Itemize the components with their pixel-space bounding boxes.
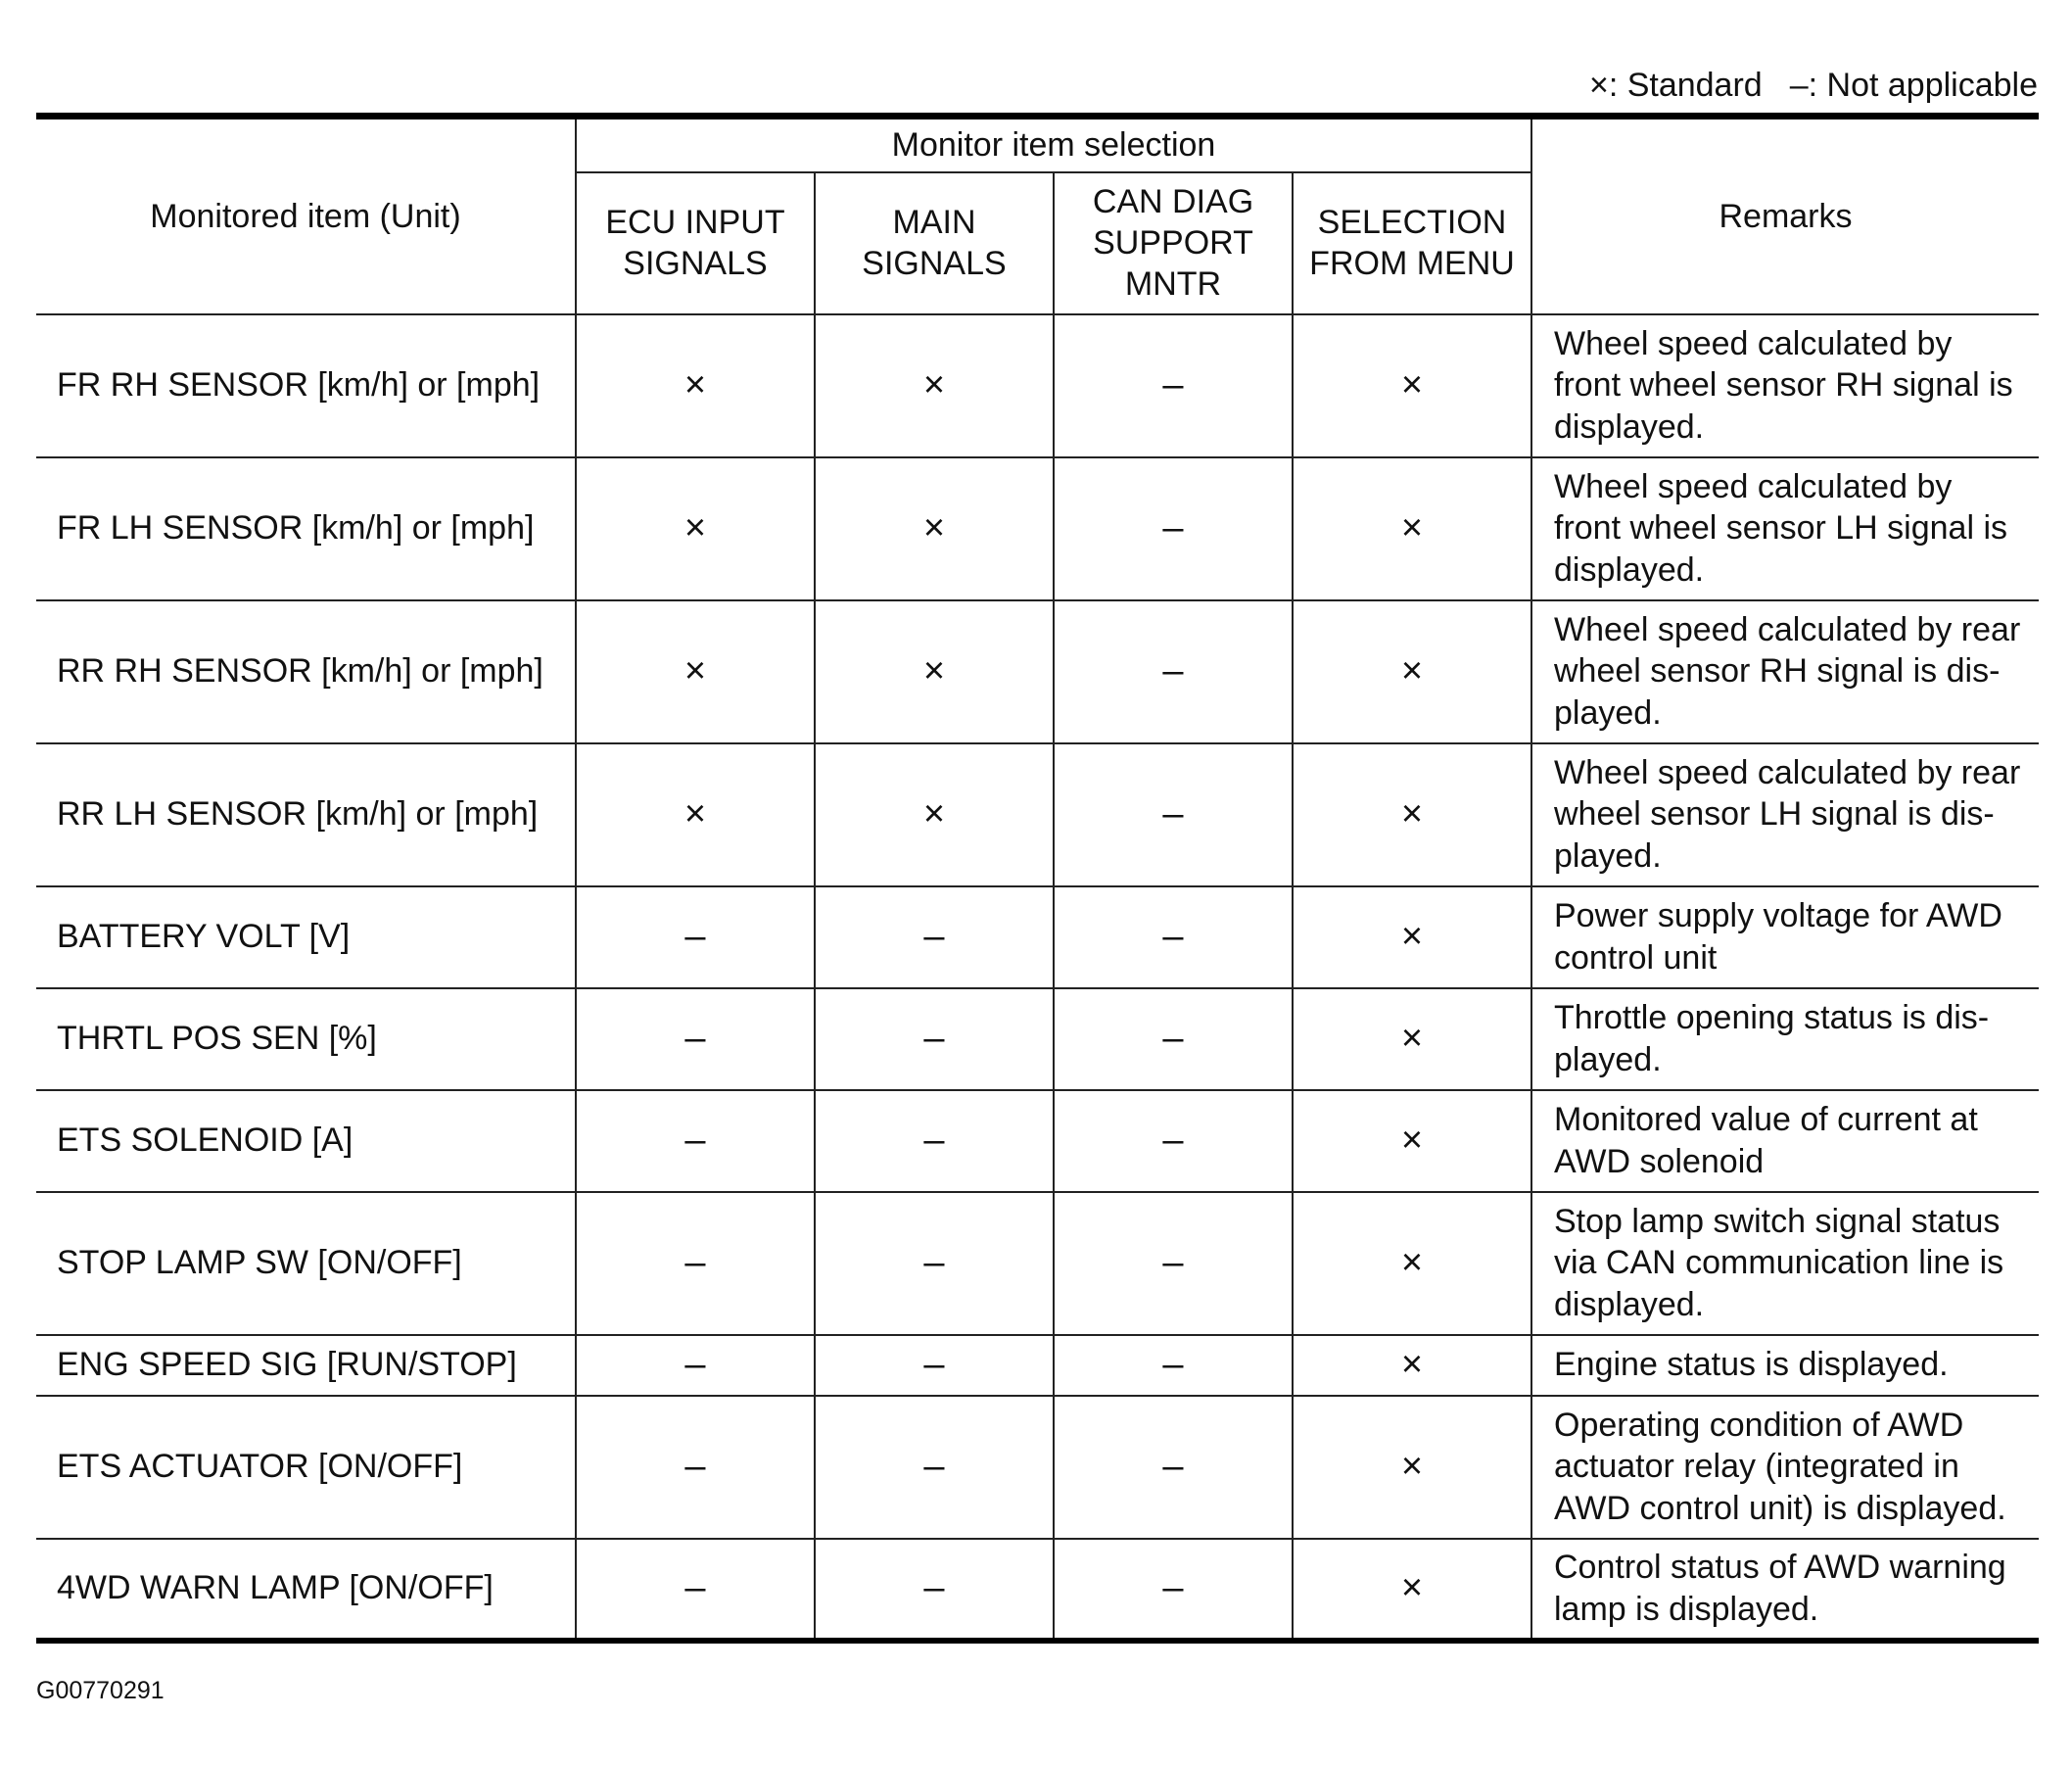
mark-cell: × bbox=[815, 743, 1054, 886]
mark-cell: × bbox=[1293, 1539, 1531, 1641]
remark-cell: Power supply voltage for AWD control unit bbox=[1531, 886, 2039, 988]
mark-cell: – bbox=[1054, 743, 1293, 886]
not-applicable-label: : Not applicable bbox=[1808, 67, 2038, 104]
item-cell: ETS ACTUATOR [ON/OFF] bbox=[36, 1396, 576, 1539]
mark-cell: – bbox=[576, 886, 815, 988]
remark-cell: Monitored value of current at AWD solenoid bbox=[1531, 1090, 2039, 1192]
mark-cell: × bbox=[1293, 457, 1531, 600]
mark-cell: – bbox=[576, 1396, 815, 1539]
table-row bbox=[36, 1396, 2039, 1539]
mark-cell: × bbox=[576, 600, 815, 743]
table-row bbox=[36, 600, 2039, 743]
mark-cell: × bbox=[1293, 600, 1531, 743]
header-can-diag-support-mntr: CAN DIAG SUPPORT MNTR bbox=[1054, 172, 1293, 314]
monitor-item-table-wrapper bbox=[36, 113, 2039, 1644]
remark-cell: Operating condition of AWD actuator relay (integrated in AWD control unit) is displayed. bbox=[1531, 1396, 2039, 1539]
remark-cell: Stop lamp switch signal status via CAN communication line is displayed. bbox=[1531, 1192, 2039, 1335]
item-cell: BATTERY VOLT [V] bbox=[36, 886, 576, 988]
mark-cell: – bbox=[576, 988, 815, 1090]
mark-cell: × bbox=[1293, 1192, 1531, 1335]
mark-cell: × bbox=[1293, 988, 1531, 1090]
header-main-signals: MAIN SIGNALS bbox=[815, 172, 1054, 314]
item-cell: ENG SPEED SIG [RUN/STOP] bbox=[36, 1335, 576, 1396]
table-row bbox=[36, 314, 2039, 457]
remark-cell: Wheel speed calculated by rear wheel sensor LH signal is dis- played. bbox=[1531, 743, 2039, 886]
header-remarks: Remarks bbox=[1531, 117, 2039, 314]
mark-cell: × bbox=[1293, 1335, 1531, 1396]
mark-cell: – bbox=[815, 1335, 1054, 1396]
mark-cell: – bbox=[815, 886, 1054, 988]
remark-cell: Wheel speed calculated by front wheel sensor RH signal is displayed. bbox=[1531, 314, 2039, 457]
mark-cell: – bbox=[815, 1396, 1054, 1539]
mark-cell: × bbox=[576, 314, 815, 457]
standard-symbol: × bbox=[1588, 67, 1609, 104]
legend bbox=[1589, 67, 2038, 105]
mark-cell: × bbox=[1293, 1090, 1531, 1192]
table-row bbox=[36, 886, 2039, 988]
table-row bbox=[36, 1192, 2039, 1335]
header-monitor-item-selection: Monitor item selection bbox=[576, 117, 1531, 172]
header-monitored-item: Monitored item (Unit) bbox=[36, 117, 576, 314]
mark-cell: – bbox=[576, 1335, 815, 1396]
mark-cell: – bbox=[1054, 314, 1293, 457]
mark-cell: – bbox=[1054, 1090, 1293, 1192]
monitor-item-table bbox=[36, 113, 2039, 1644]
table-row bbox=[36, 743, 2039, 886]
item-cell: FR RH SENSOR [km/h] or [mph] bbox=[36, 314, 576, 457]
figure-code: G00770291 bbox=[36, 1677, 165, 1704]
mark-cell: – bbox=[815, 988, 1054, 1090]
item-cell: FR LH SENSOR [km/h] or [mph] bbox=[36, 457, 576, 600]
remark-cell: Control status of AWD warning lamp is displayed. bbox=[1531, 1539, 2039, 1641]
table-row bbox=[36, 1090, 2039, 1192]
header-ecu-input-signals: ECU INPUT SIGNALS bbox=[576, 172, 815, 314]
remark-cell: Engine status is displayed. bbox=[1531, 1335, 2039, 1396]
standard-label: : Standard bbox=[1608, 67, 1763, 104]
mark-cell: × bbox=[1293, 314, 1531, 457]
mark-cell: – bbox=[1054, 988, 1293, 1090]
header-selection-from-menu: SELECTION FROM MENU bbox=[1293, 172, 1531, 314]
item-cell: ETS SOLENOID [A] bbox=[36, 1090, 576, 1192]
mark-cell: × bbox=[1293, 743, 1531, 886]
mark-cell: × bbox=[815, 457, 1054, 600]
mark-cell: – bbox=[576, 1539, 815, 1641]
mark-cell: – bbox=[1054, 886, 1293, 988]
mark-cell: × bbox=[1293, 886, 1531, 988]
mark-cell: – bbox=[1054, 1335, 1293, 1396]
mark-cell: – bbox=[1054, 457, 1293, 600]
remark-cell: Wheel speed calculated by rear wheel sensor RH signal is dis- played. bbox=[1531, 600, 2039, 743]
table-row bbox=[36, 1335, 2039, 1396]
mark-cell: × bbox=[815, 314, 1054, 457]
mark-cell: – bbox=[1054, 600, 1293, 743]
table-row bbox=[36, 457, 2039, 600]
item-cell: THRTL POS SEN [%] bbox=[36, 988, 576, 1090]
mark-cell: × bbox=[815, 600, 1054, 743]
mark-cell: – bbox=[576, 1192, 815, 1335]
mark-cell: – bbox=[1054, 1192, 1293, 1335]
table-row bbox=[36, 1539, 2039, 1641]
remark-cell: Throttle opening status is dis- played. bbox=[1531, 988, 2039, 1090]
mark-cell: – bbox=[815, 1090, 1054, 1192]
item-cell: RR RH SENSOR [km/h] or [mph] bbox=[36, 600, 576, 743]
mark-cell: × bbox=[576, 743, 815, 886]
item-cell: 4WD WARN LAMP [ON/OFF] bbox=[36, 1539, 576, 1641]
mark-cell: – bbox=[1054, 1539, 1293, 1641]
mark-cell: × bbox=[576, 457, 815, 600]
mark-cell: × bbox=[1293, 1396, 1531, 1539]
mark-cell: – bbox=[1054, 1396, 1293, 1539]
remark-cell: Wheel speed calculated by front wheel sensor LH signal is displayed. bbox=[1531, 457, 2039, 600]
item-cell: RR LH SENSOR [km/h] or [mph] bbox=[36, 743, 576, 886]
mark-cell: – bbox=[815, 1192, 1054, 1335]
mark-cell: – bbox=[576, 1090, 815, 1192]
mark-cell: – bbox=[815, 1539, 1054, 1641]
table-row bbox=[36, 988, 2039, 1090]
item-cell: STOP LAMP SW [ON/OFF] bbox=[36, 1192, 576, 1335]
not-applicable-symbol: – bbox=[1789, 67, 1809, 104]
